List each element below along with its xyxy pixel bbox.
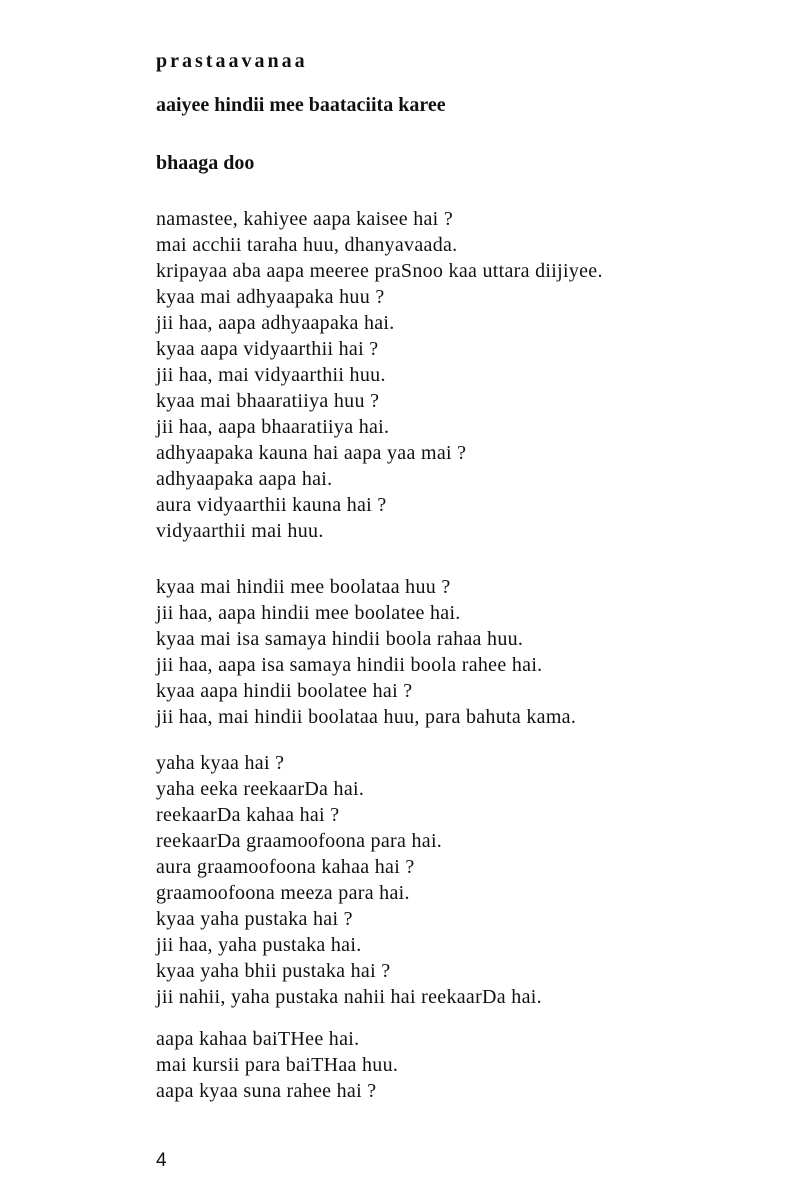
dialogue-line: kyaa yaha bhii pustaka hai ?	[156, 960, 391, 982]
dialogue-line: kyaa mai adhyaapaka huu ?	[156, 286, 385, 308]
dialogue-line: jii haa, aapa hindii mee boolatee hai.	[156, 602, 461, 624]
dialogue-line: jii haa, aapa adhyaapaka hai.	[156, 312, 395, 334]
dialogue-line: aapa kyaa suna rahee hai ?	[156, 1080, 377, 1102]
dialogue-line: aura graamoofoona kahaa hai ?	[156, 856, 415, 878]
dialogue-line: reekaarDa graamoofoona para hai.	[156, 830, 443, 852]
dialogue-line: jii nahii, yaha pustaka nahii hai reekaarDa hai.	[156, 986, 542, 1008]
page-number: 4	[156, 1150, 167, 1171]
dialogue-line: kyaa mai isa samaya hindii boola rahaa huu.	[156, 628, 524, 650]
section-title: prastaavanaa	[156, 50, 308, 72]
dialogue-line: jii haa, mai vidyaarthii huu.	[156, 364, 386, 386]
dialogue-line: graamoofoona meeza para hai.	[156, 882, 410, 904]
dialogue-line: kyaa mai hindii mee boolataa huu ?	[156, 576, 451, 598]
dialogue-line: jii haa, aapa isa samaya hindii boola rahee hai.	[156, 654, 543, 676]
dialogue-line: kyaa aapa hindii boolatee hai ?	[156, 680, 413, 702]
dialogue-line: kyaa aapa vidyaarthii hai ?	[156, 338, 379, 360]
dialogue-line: reekaarDa kahaa hai ?	[156, 804, 340, 826]
dialogue-line: jii haa, mai hindii boolataa huu, para bahuta kama.	[156, 706, 577, 728]
dialogue-line: kripayaa aba aapa meeree praSnoo kaa uttara diijiyee.	[156, 260, 603, 282]
dialogue-line: aura vidyaarthii kauna hai ?	[156, 494, 387, 516]
part-title: bhaaga doo	[156, 152, 255, 174]
dialogue-block-greetings	[156, 206, 603, 544]
dialogue-line: namastee, kahiyee aapa kaisee hai ?	[156, 208, 454, 230]
dialogue-block-speaking	[156, 574, 576, 730]
dialogue-line: jii haa, aapa bhaaratiiya hai.	[156, 416, 390, 438]
dialogue-line: aapa kahaa baiTHee hai.	[156, 1028, 360, 1050]
dialogue-line: mai kursii para baiTHaa huu.	[156, 1054, 399, 1076]
dialogue-line: yaha kyaa hai ?	[156, 752, 285, 774]
dialogue-block-objects	[156, 750, 542, 1010]
dialogue-line: yaha eeka reekaarDa hai.	[156, 778, 365, 800]
lesson-title: aaiyee hindii mee baataciita karee	[156, 94, 446, 116]
dialogue-line: mai acchii taraha huu, dhanyavaada.	[156, 234, 458, 256]
dialogue-line: adhyaapaka aapa hai.	[156, 468, 333, 490]
dialogue-block-sitting	[156, 1026, 398, 1104]
dialogue-line: adhyaapaka kauna hai aapa yaa mai ?	[156, 442, 467, 464]
dialogue-line: kyaa yaha pustaka hai ?	[156, 908, 353, 930]
dialogue-line: vidyaarthii mai huu.	[156, 520, 324, 542]
dialogue-line: kyaa mai bhaaratiiya huu ?	[156, 390, 380, 412]
dialogue-line: jii haa, yaha pustaka hai.	[156, 934, 362, 956]
